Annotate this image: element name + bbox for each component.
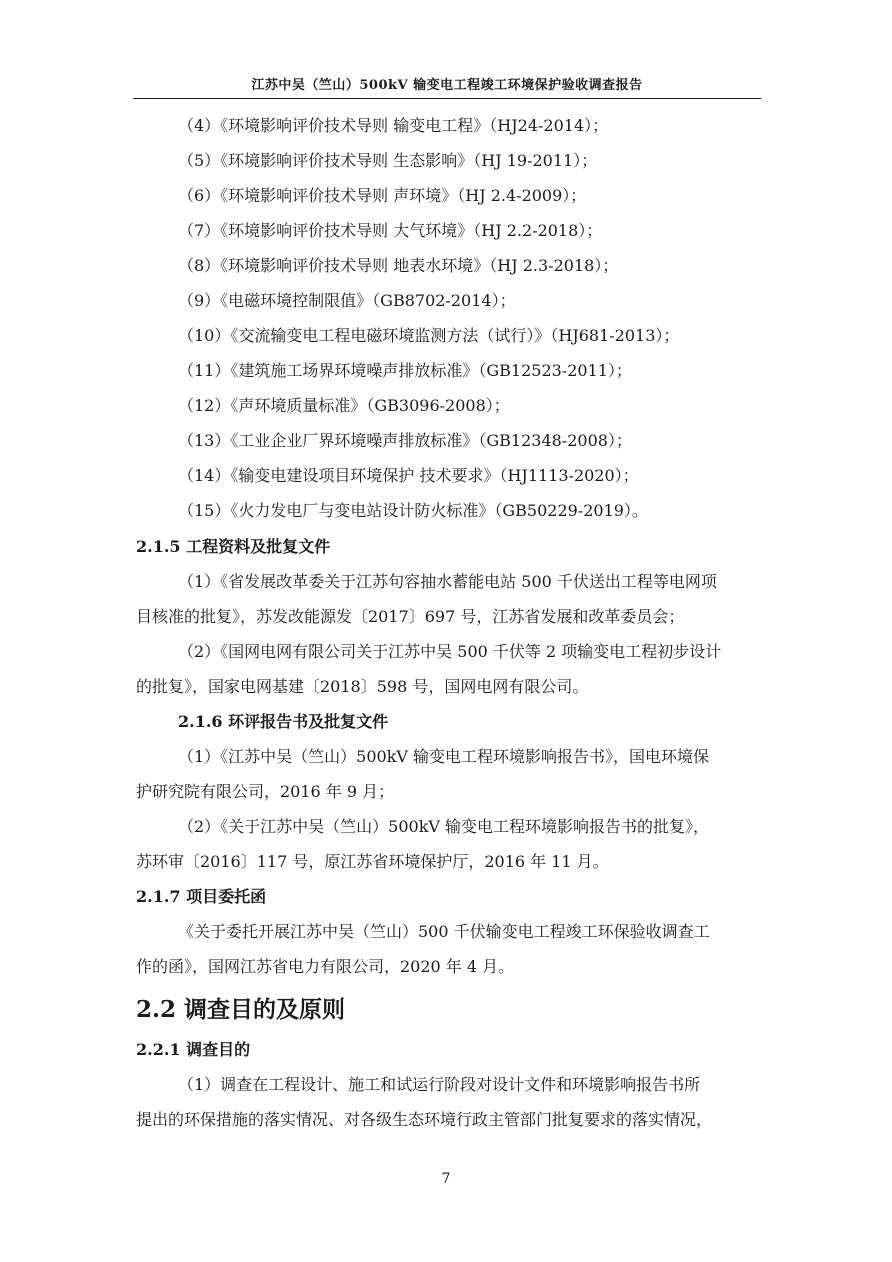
- paragraph-line: 苏环审〔2016〕117 号，原江苏省环境保护厅，2016 年 11 月。: [136, 852, 609, 871]
- reference-item: （6）《环境影响评价技术导则 声环境》（HJ 2.4-2009）；: [178, 186, 587, 205]
- reference-item: （12）《声环境质量标准》（GB3096-2008）；: [178, 396, 510, 415]
- section-heading-2-2: 2.2 调查目的及原则: [136, 996, 346, 1023]
- paragraph-line: 护研究院有限公司，2016 年 9 月；: [136, 782, 395, 801]
- section-heading-2-1-6: 2.1.6 环评报告书及批复文件: [178, 712, 389, 731]
- reference-item: （13）《工业企业厂界环境噪声排放标准》（GB12348-2008）；: [178, 431, 632, 450]
- reference-item: （8）《环境影响评价技术导则 地表水环境》（HJ 2.3-2018）；: [178, 256, 619, 275]
- paragraph-line: 目核准的批复》，苏发改能源发〔2017〕697 号，江苏省发展和改革委员会；: [136, 607, 685, 626]
- paragraph-line: （1）调查在工程设计、施工和试运行阶段对设计文件和环境影响报告书所: [178, 1075, 701, 1094]
- page-header-title: 江苏中吴（竺山）500kV 输变电工程竣工环境保护验收调查报告: [251, 78, 643, 93]
- header-divider: [133, 98, 761, 99]
- reference-item: （9）《电磁环境控制限值》（GB8702-2014）；: [178, 291, 516, 310]
- paragraph-line: （1）《江苏中吴（竺山）500kV 输变电工程环境影响报告书》，国电环境保: [178, 747, 710, 766]
- reference-item: （10）《交流输变电工程电磁环境监测方法（试行）》（HJ681-2013）；: [178, 326, 680, 345]
- section-heading-2-1-7: 2.1.7 项目委托函: [136, 887, 267, 906]
- paragraph-line: 的批复》，国家电网基建〔2018〕598 号，国网电网有限公司。: [136, 677, 589, 696]
- paragraph-line: （2）《关于江苏中吴（竺山）500kV 输变电工程环境影响报告书的批复》，: [178, 817, 710, 836]
- paragraph-line: 《关于委托开展江苏中吴（竺山）500 千伏输变电工程竣工环保验收调查工: [178, 922, 710, 941]
- page-number: 7: [441, 1171, 451, 1187]
- reference-item: （15）《火力发电厂与变电站设计防火标准》（GB50229-2019）。: [178, 501, 648, 520]
- paragraph-line: 提出的环保措施的落实情况、对各级生态环境行政主管部门批复要求的落实情况，: [136, 1110, 713, 1129]
- section-heading-2-1-5: 2.1.5 工程资料及批复文件: [136, 537, 331, 556]
- paragraph-line: （1）《省发展改革委关于江苏句容抽水蓄能电站 500 千伏送出工程等电网项: [178, 572, 717, 591]
- paragraph-line: 作的函》，国网江苏省电力有限公司，2020 年 4 月。: [136, 957, 515, 976]
- reference-item: （14）《输变电建设项目环境保护 技术要求》（HJ1113-2020）；: [178, 466, 639, 485]
- reference-item: （5）《环境影响评价技术导则 生态影响》（HJ 19-2011）；: [178, 151, 598, 170]
- paragraph-line: （2）《国网电网有限公司关于江苏中吴 500 千伏等 2 项输变电工程初步设计: [178, 642, 722, 661]
- section-heading-2-2-1: 2.2.1 调查目的: [136, 1040, 251, 1059]
- reference-item: （7）《环境影响评价技术导则 大气环境》（HJ 2.2-2018）；: [178, 221, 603, 240]
- reference-item: （11）《建筑施工场界环境噪声排放标准》（GB12523-2011）；: [178, 361, 632, 380]
- reference-item: （4）《环境影响评价技术导则 输变电工程》（HJ24-2014）；: [178, 116, 609, 135]
